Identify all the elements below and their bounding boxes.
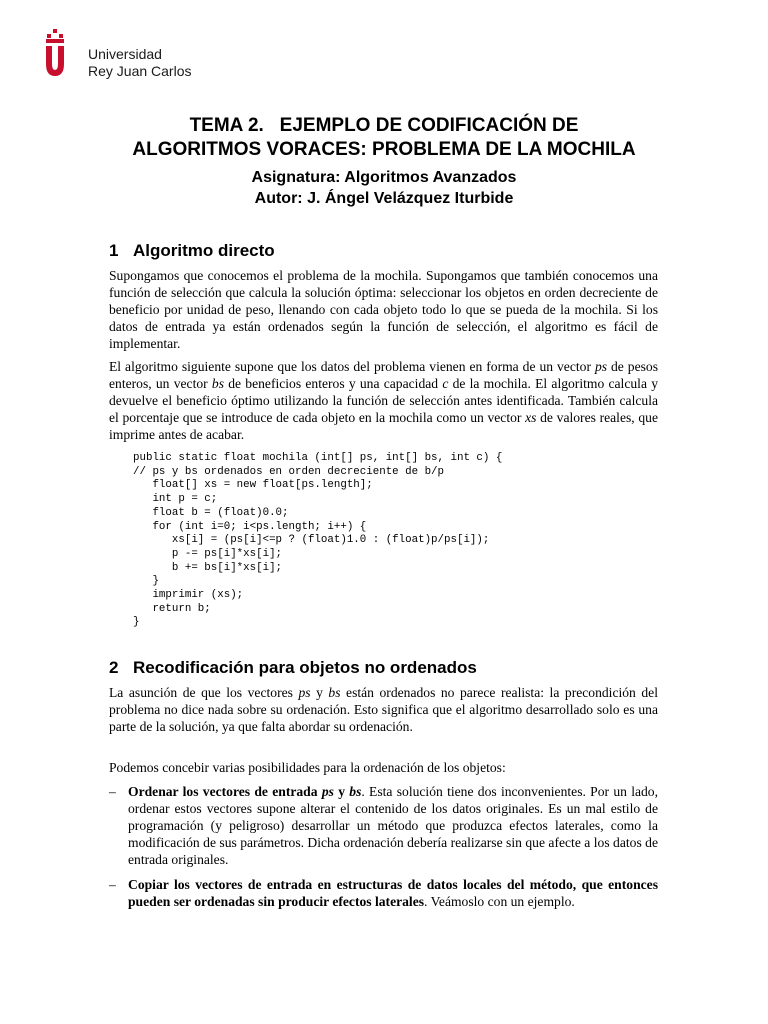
section1-title: Algoritmo directo [133,241,275,260]
document-title [0,114,768,162]
bullet-text: Ordenar los vectores de entrada ps y bs. Esta solución tiene dos inconvenientes. Por un lado, ordenar estos vectores supone alterar el contenido de los datos originales. Es un mal estilo de programación (y peligroso) desarrollar un método que produzca efectos laterales, como la modificación de sus parámetros. Dicha ordenación debería realizarse sin que afecte a los datos de entrada originales. [128,784,659,867]
section2-heading [109,657,477,679]
code-listing: public static float mochila (int[] ps, int[] bs, int c) { // ps y bs ordenados en orden decreciente de b/p float[] xs = new float[ps.length]; int p = c; float b = (float)0.0; for (int i=0; i<ps.length; i++) { xs[i] = (ps[i]<=p ? (float)1.0 : (float)p/ps[i]); p -= ps[i]*xs[i]; b += bs[i]*xs[i]; } imprimir (xs); return b; } [133,452,503,629]
document-subtitle [0,167,768,209]
title-line2: ALGORITMOS VORACES: PROBLEMA DE LA MOCHILA [132,139,636,160]
u-letter-icon [46,46,64,76]
university-name [88,46,192,80]
section1-number: 1 [109,241,119,260]
title-line1: TEMA 2. EJEMPLO DE CODIFICACIÓN DE [189,115,579,136]
list-item [109,784,658,869]
section2-title: Recodificación para objetos no ordenados [133,658,477,677]
section2-paragraph2: Podemos concebir varias posibilidades para la ordenación de los objetos: [109,760,506,775]
crown-icon [46,29,64,43]
university-name-line2: Rey Juan Carlos [88,63,192,79]
section1-heading [109,240,275,262]
list-item [109,877,658,911]
bullet-dash: – [109,877,116,892]
subject-line: Asignatura: Algoritmos Avanzados [251,169,517,186]
section2-number: 2 [109,658,119,677]
section2-paragraph1: La asunción de que los vectores ps y bs están ordenados no parece realista: la precondición del problema no dice nada sobre su ordenación. Esto significa que el algoritmo desarrollado solo es una parte de la solución, ya que falta abordar su ordenación. [109,685,658,734]
university-name-line1: Universidad [88,46,162,62]
author-line: Autor: J. Ángel Velázquez Iturbide [254,190,514,207]
section1-paragraph1: Supongamos que conocemos el problema de la mochila. Supongamos que también conocemos una función de selección que calcula la solución óptima: seleccionar los objetos en orden decreciente de beneficio por unidad de peso, llenando con cada objeto todo lo que se pueda de la mochila. Si los datos de entrada ya están ordenados según la función de selección, el algoritmo es fácil de implementar. [109,268,658,351]
bullet-text: Copiar los vectores de entrada en estructuras de datos locales del método, que entonces pueden ser ordenadas sin producir efectos laterales. Veámoslo con un ejemplo. [128,877,658,909]
section1-paragraph2: El algoritmo siguiente supone que los datos del problema vienen en forma de un vector ps de pesos enteros, un vector bs de beneficios enteros y una capacidad c de la mochila. El algoritmo calcula y devuelve el beneficio óptimo utilizando la función de selección antes identificada. También calcula el porcentaje que se introduce de cada objeto en la mochila como un vector xs de valores reales, que imprime antes de acabar. [109,359,658,442]
bullet-dash: – [109,784,116,799]
